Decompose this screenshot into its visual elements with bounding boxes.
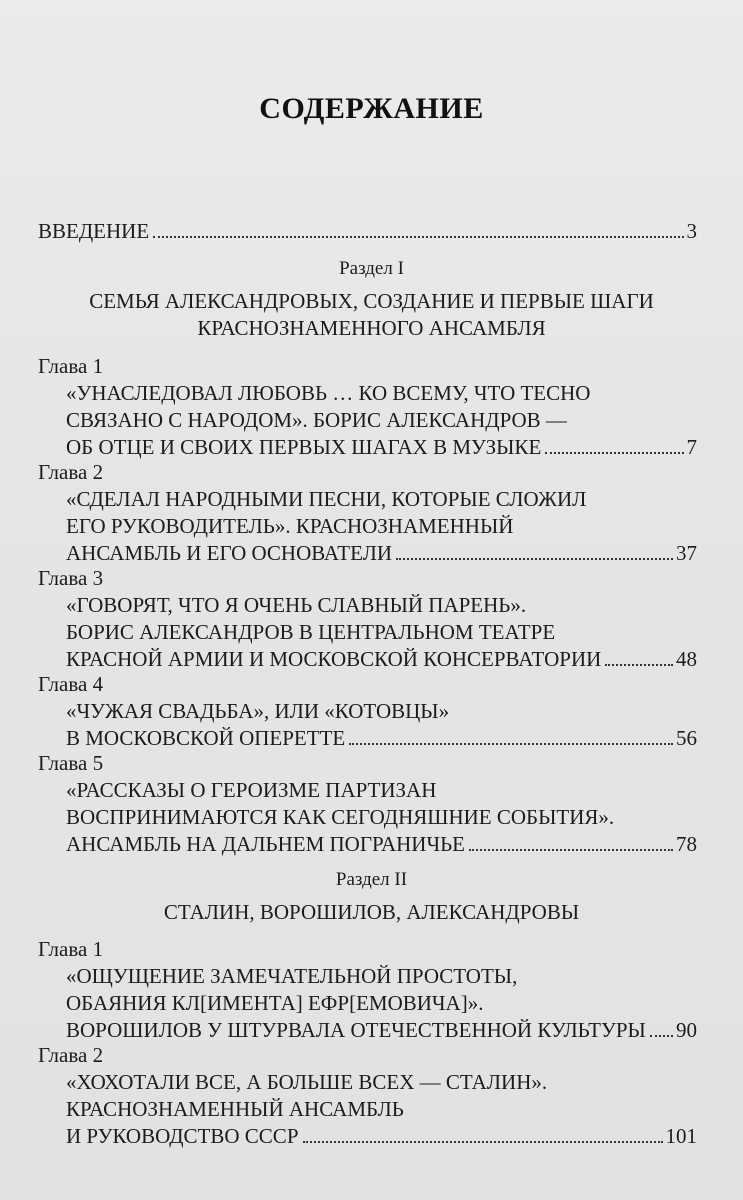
section-heading: Раздел II xyxy=(335,869,408,890)
section-title-line: СЕМЬЯ АЛЕКСАНДРОВЫХ, СОЗДАНИЕ И ПЕРВЫЕ ШАГИ xyxy=(89,289,654,313)
chapter-label: Глава 1 xyxy=(38,937,104,961)
dot-leader xyxy=(396,558,673,560)
toc-entry-s1-ch1[interactable] xyxy=(66,433,697,461)
chapter-title-line[interactable]: «СДЕЛАЛ НАРОДНЫМИ ПЕСНИ, КОТОРЫЕ СЛОЖИЛ xyxy=(66,487,587,511)
page-number: 90 xyxy=(676,1018,697,1042)
page-number: 7 xyxy=(686,435,697,459)
chapter-label: Глава 2 xyxy=(38,460,104,484)
entry-text: АНСАМБЛЬ И ЕГО ОСНОВАТЕЛИ xyxy=(66,541,393,565)
dot-leader xyxy=(650,1035,673,1037)
chapter-title-line[interactable]: «ХОХОТАЛИ ВСЕ, А БОЛЬШЕ ВСЕХ — СТАЛИН». xyxy=(66,1070,548,1094)
toc-entry-intro[interactable] xyxy=(38,217,697,245)
dot-leader xyxy=(303,1141,663,1143)
chapter-title-line[interactable]: «ОЩУЩЕНИЕ ЗАМЕЧАТЕЛЬНОЙ ПРОСТОТЫ, xyxy=(66,964,518,988)
section-title-line: КРАСНОЗНАМЕННОГО АНСАМБЛЯ xyxy=(197,316,546,340)
entry-text: КРАСНОЙ АРМИИ И МОСКОВСКОЙ КОНСЕРВАТОРИИ xyxy=(66,647,602,671)
chapter-label: Глава 2 xyxy=(38,1043,104,1067)
chapter-title-line[interactable]: КРАСНОЗНАМЕННЫЙ АНСАМБЛЬ xyxy=(66,1097,404,1121)
page-number: 48 xyxy=(676,647,697,671)
page-number: 101 xyxy=(665,1124,697,1148)
page-number: 56 xyxy=(676,726,697,750)
page-title: СОДЕРЖАНИЕ xyxy=(259,92,484,125)
chapter-title-line[interactable]: ЕГО РУКОВОДИТЕЛЬ». КРАСНОЗНАМЕННЫЙ xyxy=(66,514,514,538)
chapter-title-line[interactable]: БОРИС АЛЕКСАНДРОВ В ЦЕНТРАЛЬНОМ ТЕАТРЕ xyxy=(66,620,556,644)
chapter-title-line[interactable]: ОБАЯНИЯ КЛ[ИМЕНТА] ЕФР[ЕМОВИЧА]». xyxy=(66,991,484,1015)
entry-text: ОБ ОТЦЕ И СВОИХ ПЕРВЫХ ШАГАХ В МУЗЫКЕ xyxy=(66,435,542,459)
page-number: 37 xyxy=(676,541,697,565)
entry-text: В МОСКОВСКОЙ ОПЕРЕТТЕ xyxy=(66,726,346,750)
chapter-title-line[interactable]: «ГОВОРЯТ, ЧТО Я ОЧЕНЬ СЛАВНЫЙ ПАРЕНЬ». xyxy=(66,593,527,617)
dot-leader xyxy=(349,743,673,745)
chapter-label: Глава 4 xyxy=(38,672,104,696)
toc-entry-s1-ch5[interactable] xyxy=(66,830,697,858)
chapter-title-line[interactable]: «ЧУЖАЯ СВАДЬБА», ИЛИ «КОТОВЦЫ» xyxy=(66,699,450,723)
section-heading: Раздел I xyxy=(339,258,404,279)
toc-entry-s2-ch2[interactable] xyxy=(66,1122,697,1150)
entry-text: ВОРОШИЛОВ У ШТУРВАЛА ОТЕЧЕСТВЕННОЙ КУЛЬТУРЫ xyxy=(66,1018,646,1042)
toc-entry-s2-ch1[interactable] xyxy=(66,1016,697,1044)
chapter-title-line[interactable]: «РАССКАЗЫ О ГЕРОИЗМЕ ПАРТИЗАН xyxy=(66,778,437,802)
dot-leader xyxy=(153,236,683,238)
entry-text: АНСАМБЛЬ НА ДАЛЬНЕМ ПОГРАНИЧЬЕ xyxy=(66,832,465,856)
chapter-label: Глава 5 xyxy=(38,751,104,775)
dot-leader xyxy=(545,452,683,454)
dot-leader xyxy=(469,849,673,851)
chapter-label: Глава 3 xyxy=(38,566,104,590)
chapter-title-line[interactable]: СВЯЗАНО С НАРОДОМ». БОРИС АЛЕКСАНДРОВ — xyxy=(66,408,567,432)
chapter-label: Глава 1 xyxy=(38,354,104,378)
chapter-title-line[interactable]: «УНАСЛЕДОВАЛ ЛЮБОВЬ … КО ВСЕМУ, ЧТО ТЕСНО xyxy=(66,381,591,405)
entry-text: ВВЕДЕНИЕ xyxy=(38,219,150,243)
dot-leader xyxy=(605,664,673,666)
section-title-line: СТАЛИН, ВОРОШИЛОВ, АЛЕКСАНДРОВЫ xyxy=(163,900,580,924)
page-number: 78 xyxy=(676,832,697,856)
toc-entry-s1-ch2[interactable] xyxy=(66,539,697,567)
toc-entry-s1-ch3[interactable] xyxy=(66,645,697,673)
toc-entry-s1-ch4[interactable] xyxy=(66,724,697,752)
page-number: 3 xyxy=(686,219,697,243)
entry-text: И РУКОВОДСТВО СССР xyxy=(66,1124,299,1148)
chapter-title-line[interactable]: ВОСПРИНИМАЮТСЯ КАК СЕГОДНЯШНИЕ СОБЫТИЯ». xyxy=(66,805,615,829)
